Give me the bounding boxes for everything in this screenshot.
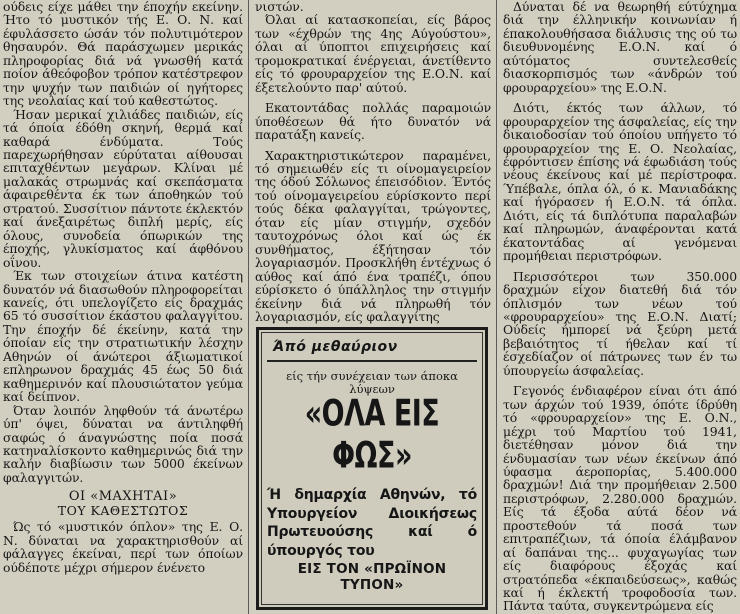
section-heading-line1: ΟΙ «ΜΑΧΗΤΑΙ» <box>68 489 178 505</box>
article-paragraph: Διότι, έκτός των άλλων, τό φρουραρχείον της άσφαλείας, είς την δικαιοδοσίαν τού όποίου υπήγετο τό φρουραρχείον της Ε. Ο. Νεολαίας, έφρόντισεν έπίσης νά έφωδιάση τούς νέους έκείνους καί μέ περίστροφα. Ύπέβαλε, όπλα όλ, ό κ. Μανιαδάκης καί ήγόρασεν ή Ε.Ο.Ν. τά όπλα. Διότι, είς τά διπλότυπα παραλαβών καί πληρωμών, άναφέρονται κατά έκατοντάδας αί γενόμεναι προμήθειαι περιστρόφων. <box>503 100 737 264</box>
ad-subtitle-line2: λύψεων <box>349 382 395 396</box>
section-heading-line2: ΤΟΥ ΚΑΘΕΣΤΩΤΟΣ <box>57 503 189 519</box>
article-paragraph: ούδεις είχε μάθει την έποχήν εκείνην. Ήτο τό μυστικόν τής Ε. Ο. Ν. καί έφυλάσσετο ώσάν τόν πολυτιμότερον θησαυρόν. Θά παράσχωμεν μερικάς πληροφορίας διά νά γνωσθή κατά ποίον άθεόφοβον τρόπον κατέστρεφον την ψυχήν των παιδιών οί ηγήτορες της νεολαίας καί τού καθεστώτος. <box>3 0 243 109</box>
article-paragraph: Έκ των στοιχείων άτινα κατέστη δυνατόν νά διασωθούν πληροφορείται κανείς, ότι υπελογίζετο είς δραχμάς 65 τό συσσίτιον έκάστου φαλαγγίτου. Την έποχήν δέ έκείνην, κατά την όποίαν είς την στρατιωτικήν λέσχην Αθηνών οί άνώτεροι άξιωματικοί επληρωνον δραχμάς 45 έως 50 διά καθημερινόν καί πλουσιώτατον γεύμα καί δείπνον. <box>3 268 243 405</box>
ad-subtitle <box>267 370 477 396</box>
ad-footer: ΕΙΣ ΤΟΝ «ΠΡΩΪΝΟΝ ΤΥΠΟΝ» <box>297 561 447 593</box>
column-divider <box>496 0 497 614</box>
ad-body-text: Ή δημαρχία Αθηνών, τό Υπουργείον Διοικήσεως Πρωτευούσης καί ό ύπουργός του <box>267 487 477 559</box>
section-heading <box>3 490 243 518</box>
article-paragraph: Ώς τό «μυστικόν όπλον» της Ε. Ο. Ν. δύναται να χαρακτηρισθούν αί φάλαγγες έκείναι, περί των όποίων ούδέποτε μέχρι σήμερον ένένετο <box>3 519 243 575</box>
ad-subtitle-line1: είς τήν συνέχειαν των άποκα <box>286 369 458 383</box>
column-right <box>503 0 737 614</box>
column-divider <box>248 0 249 614</box>
column-left <box>3 0 243 614</box>
ad-divider <box>267 360 477 362</box>
article-paragraph: Δύναται δέ να θεωρηθή εύτύχημα διά την έλληνικήν κοινωνίαν ή έπακολουθήσασα διάλυσις της ού τω διευθυνομένης Ε.Ο.Ν. καί ό αύτόματος συντελεσθείς διασκορπισμός των «άνδρών τού φρουραρχείου» της Ε.Ο.Ν. <box>503 0 737 95</box>
article-paragraph: Όταν λοιπόν ληφθούν τά άνωτέρω ύπ' όψει, δύναται να άντιληφθή σαφώς ό άναγνώστης ποία ποσά κατηναλίσκοντο καθημερινώς διά την καλήν διαβίωσιν των 5000 έκείνων φαλαγγιτών. <box>3 402 243 485</box>
article-paragraph: Ήσαν μερικαί χιλιάδες παιδιών, είς τά όποία έδόθη σκηνή, θερμά καί καθαρά ένδύματα. Τούς παρεχωρήθησαν εύρύταται αίθουσαι επιταχθέντων μεγάρων. Κλίναι μέ μαλακάς στρωμνάς καί σκεπάσματα άφαιρεθέντα έκ των άποθηκών τού στρατού. Συσσίτιον πάντοτε έκλεκτόν καί άνεξαιρέτως διπλή μερίς, είς όλους, συνοδεία όπωρικών της έποχής, γλυκίσματος καί άφθόνου οΐνου. <box>3 106 243 270</box>
article-paragraph: Όλαι αί κατασκοπείαι, είς βάρος των «έχθρών της 4ης Αύγούστου», όλαι αί ύποπτοι επιχειρήσεις καί τρομοκρατικαί ένέργειαι, άνετίθεντο είς τό φρουραρχείον της Ε.Ο.Ν. καί έξετελούντο παρ' αύτού. <box>255 12 491 95</box>
article-paragraph: Εκατοντάδας πολλάς παραμοιών ύποθέσεων θά ήτο δυνατόν νά παρατάξη κανείς. <box>255 100 491 143</box>
advertisement-box <box>256 327 488 610</box>
article-paragraph: νιστών. <box>255 0 304 14</box>
article-paragraph: Χαρακτηριστικώτερον παραμένει, τό σημειωθέν είς τι οίνομαγειρείον της όδού Σόλωνος έπεισόδιον. Έντός τού οίνομαγειρείου εύρίσκοντο περί τούς δέκα φαλαγγίται, τρώγοντες, όταν είς μίαν στιγμήν, σχεδόν ταυτοχρόνως όλοι καί ώς έκ συνθήματος, έξήτησαν τόν λογαριασμόν. Προσκλήθη έντέχνως ό αύθος καί άπό ένα τραπέζι, όπου εύρίσκετο ό ύπάλληλος την στιγμήν έκείνην διά νά πληρωθή τόν λογαριασμόν, είς φαλαγγίτης <box>255 147 491 324</box>
ad-announcement: Άπό μεθαύριον <box>273 339 398 355</box>
article-paragraph: Περισσότεροι των 350.000 δραχμών είχον διατεθή διά τόν όπλισμόν των νέων τού «φρουραρχείου» της Ε.Ο.Ν. Διατί; Ούδείς ήμπορεί νά ξεύρη μετά βεβαιότητος τί ήθελαν καί τί έσχεδίαζον οί πάτρωνες των έν τω ύπουργείω άσφαλείας. <box>503 268 737 378</box>
article-paragraph: Γεγονός ένδιαφέρον είναι ότι άπό των άρχών τού 1939, όπότε ίδρύθη τό «φρουραρχείον» της Ε. Ο.Ν., μέχρι τού Μαρτίου τού 1941, διετέθησαν μόνον διά την ένδυμασίαν των νέων έκείνων άπό ύφασμα άεροπορίας, 5.400.000 δραχμών! Διά την προμήθειαν 2.500 περιστρόφων, 2.280.000 δραχμών. Είς τά έξοδα αύτά δέον νά προστεθούν τά ποσά των επιτραπέζιων, τά όποία έλάμβανον αί δαπάναι της... φυχαγωγίας των είς διαφόρους έξοχάς καί στρατόπεδα «έκπαιδεύσεως», καθώς καί ή έκλεκτή τροφοδοσία των. Πάντα ταύτα, συγκεντρώμενα είς <box>503 383 737 614</box>
column-middle <box>255 0 491 333</box>
ad-headline: «ΟΛΑ ΕΙΣ ΦΩΣ» <box>304 393 440 477</box>
